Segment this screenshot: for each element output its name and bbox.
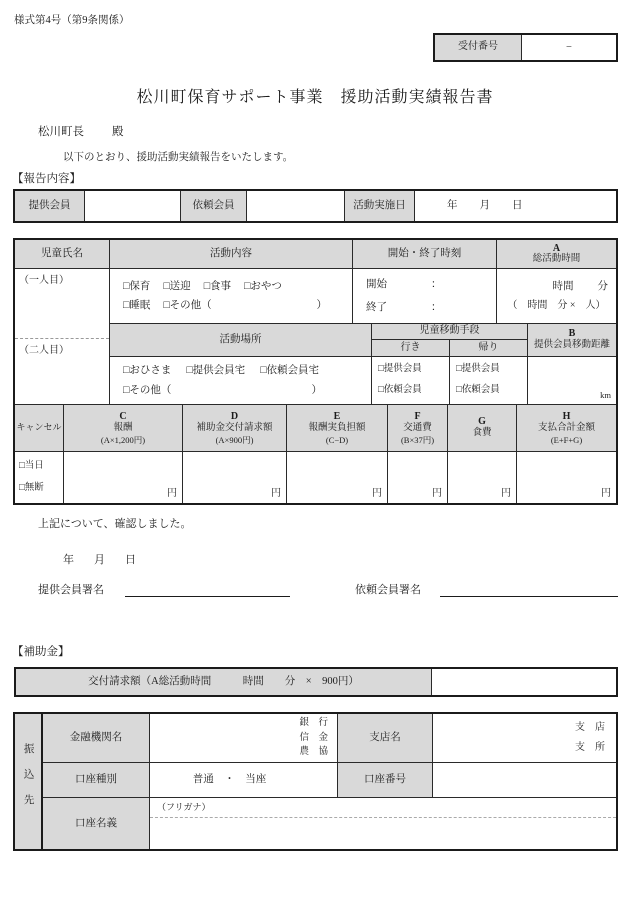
requester-signature-line[interactable] — [440, 595, 618, 597]
activity-content-header: 活動内容 — [110, 240, 353, 269]
intro-text: 以下のとおり、援助活動実績報告をいたします。 — [63, 152, 294, 163]
child1-label: （一人目） — [19, 275, 69, 286]
yen-unit: 円 — [501, 487, 511, 499]
cancel-cell — [15, 452, 64, 503]
day-label: 日 — [125, 554, 136, 566]
receipt-number-value[interactable]: − — [566, 41, 572, 53]
col-name: 補助金交付請求額 — [196, 423, 273, 434]
receipt-number-table — [433, 33, 618, 62]
col-name: 報酬 — [113, 423, 133, 434]
addressee: 松川町長 — [38, 126, 84, 138]
col-name: 食費 — [472, 428, 492, 439]
col-name: 報酬実負担額 — [308, 423, 366, 434]
provider-member-field[interactable] — [85, 191, 181, 221]
subsidy-claim-label: 交付請求額（A総活動時間 時間 分 × 900円） — [16, 669, 432, 695]
checkbox-provider-home[interactable]: □提供会員宅 — [186, 365, 246, 377]
km-unit: km — [600, 390, 611, 401]
form-code: 様式第4号（第9条関係） — [14, 15, 130, 26]
start-colon: ： — [431, 279, 442, 291]
per-person-formula: （ 時間 分 × 人） — [507, 299, 606, 311]
bank-type-nokyo: 農 協 — [299, 747, 328, 758]
checkbox-ohisama[interactable]: □おひさま — [123, 365, 172, 377]
checkbox-return-requester[interactable]: □依頼会員 — [456, 385, 500, 395]
hours-unit-label: 時間 — [552, 280, 574, 292]
requester-member-label: 依頼会員 — [181, 191, 247, 221]
col-letter: D — [230, 411, 239, 423]
cost-header-c — [64, 405, 183, 452]
child-name-header: 児童氏名 — [15, 240, 110, 269]
bank-type-shinkin: 信 金 — [299, 732, 328, 743]
total-time-header — [497, 240, 616, 269]
transport-go-header: 行き — [372, 340, 450, 357]
year-label: 年 — [63, 554, 74, 566]
transport-return-header: 帰り — [450, 340, 528, 357]
cost-header-d — [183, 405, 287, 452]
subsidy-section-heading: 【補助金】 — [12, 646, 70, 658]
yen-unit: 円 — [271, 487, 281, 499]
col-formula: (C−D) — [325, 434, 349, 445]
paren-close: ） — [311, 384, 322, 396]
col-letter: F — [414, 411, 421, 423]
account-type-field[interactable]: 普通 ・ 当座 — [150, 763, 338, 798]
cost-header-h — [517, 405, 616, 452]
col-letter: G — [478, 416, 486, 428]
branch-type-shiten: 支 店 — [575, 722, 605, 733]
child2-label: （二人目） — [19, 345, 69, 356]
provider-member-label: 提供会員 — [15, 191, 85, 221]
move-distance-header — [528, 324, 616, 357]
account-number-field[interactable] — [433, 763, 616, 798]
activity-content-cell — [110, 269, 353, 324]
bank-transfer-table — [13, 712, 618, 851]
furigana-label: （フリガナ） — [157, 802, 211, 812]
confirmation-text: 上記について、確認しました。 — [38, 518, 192, 530]
child-divider — [15, 338, 109, 339]
activity-place-header: 活動場所 — [110, 324, 372, 357]
yen-unit: 円 — [372, 487, 382, 499]
transport-return-cell — [450, 357, 528, 405]
start-end-time-cell[interactable] — [353, 269, 497, 324]
bank-type-bank: 銀 行 — [299, 718, 328, 729]
col-letter: C — [119, 411, 127, 423]
start-end-time-header: 開始・終了時刻 — [353, 240, 497, 269]
transfer-destination-label: 振込先 — [22, 743, 34, 820]
cancel-header: キャンセル — [15, 405, 64, 452]
col-formula: (E+F+G) — [550, 434, 583, 445]
amount-f-cell[interactable] — [388, 452, 448, 503]
transfer-destination-cell — [15, 714, 43, 849]
move-distance-cell[interactable] — [528, 357, 616, 405]
checkbox-cancel-sameday[interactable]: □当日 — [19, 460, 44, 471]
end-colon: ： — [431, 301, 442, 313]
checkbox-hoiku[interactable]: □保育 — [123, 280, 151, 292]
amount-e-cell[interactable] — [287, 452, 388, 503]
activity-date-label: 活動実施日 — [345, 191, 415, 221]
addressee-line — [38, 123, 124, 139]
amount-d-cell[interactable] — [183, 452, 287, 503]
checkbox-return-provider[interactable]: □提供会員 — [456, 364, 500, 375]
yen-unit: 円 — [601, 487, 611, 499]
subsidy-claim-amount-field[interactable] — [432, 669, 616, 695]
subsidy-table — [14, 667, 618, 697]
checkbox-shokuji[interactable]: □食事 — [203, 280, 232, 292]
col-letter: H — [562, 411, 571, 423]
total-time-letter: A — [552, 242, 561, 254]
end-label: 終了 — [366, 301, 387, 313]
account-type-label: 口座種別 — [43, 763, 150, 798]
move-distance-letter: B — [568, 328, 576, 340]
report-section-heading: 【報告内容】 — [12, 173, 81, 185]
receipt-number-label: 受付番号 — [435, 35, 522, 60]
start-label: 開始 — [366, 279, 387, 291]
checkbox-place-other[interactable]: □その他（ — [123, 384, 172, 396]
year-label: 年 — [447, 200, 458, 212]
month-label: 月 — [479, 200, 490, 212]
col-letter: E — [333, 411, 341, 423]
col-formula: (A×900円) — [215, 434, 254, 445]
cost-header-f — [388, 405, 448, 452]
account-holder-field[interactable] — [150, 798, 616, 849]
yen-unit: 円 — [167, 487, 177, 499]
requester-signature-label: 依頼会員署名 — [355, 584, 421, 596]
institution-name-label: 金融機関名 — [43, 714, 150, 763]
branch-name-field[interactable] — [433, 714, 616, 763]
checkbox-go-provider[interactable]: □提供会員 — [378, 364, 422, 375]
col-formula: (B×37円) — [400, 434, 435, 445]
checkbox-requester-home[interactable]: □依頼会員宅 — [260, 365, 320, 377]
report-summary-table — [13, 189, 618, 223]
furigana-divider — [150, 817, 616, 818]
checkbox-sonota[interactable]: □その他（ — [163, 300, 212, 311]
checkbox-go-requester[interactable]: □依頼会員 — [378, 385, 422, 395]
confirmation-date[interactable] — [63, 551, 136, 567]
account-holder-label: 口座名義 — [43, 798, 150, 849]
total-time-label: 総活動時間 — [532, 254, 581, 265]
branch-type-shisho: 支 所 — [575, 741, 605, 753]
amount-c-cell[interactable] — [64, 452, 183, 503]
checkbox-sougei[interactable]: □送迎 — [163, 280, 191, 292]
col-name: 支払合計金額 — [537, 423, 595, 434]
col-name: 交通費 — [403, 423, 432, 434]
honorific: 殿 — [112, 126, 124, 138]
institution-name-field[interactable] — [150, 714, 338, 763]
cost-header-g — [448, 405, 517, 452]
checkbox-suimin[interactable]: □睡眠 — [123, 300, 151, 311]
checkbox-oyatsu[interactable]: □おやつ — [244, 280, 282, 292]
provider-signature-label: 提供会員署名 — [38, 584, 104, 596]
yen-unit: 円 — [432, 487, 442, 499]
page-title: 松川町保育サポート事業 援助活動実績報告書 — [136, 89, 494, 106]
branch-name-label: 支店名 — [338, 714, 433, 763]
child-transport-header: 児童移動手段 — [372, 324, 528, 340]
checkbox-cancel-noshow[interactable]: □無断 — [19, 482, 44, 493]
requester-member-field[interactable] — [247, 191, 345, 221]
day-label: 日 — [512, 200, 523, 212]
account-number-label: 口座番号 — [338, 763, 433, 798]
cost-header-e — [287, 405, 388, 452]
move-distance-label: 提供会員移動距離 — [533, 340, 610, 351]
activity-place-cell — [110, 357, 372, 405]
month-label: 月 — [94, 554, 105, 566]
minutes-unit-label: 分 — [597, 280, 608, 292]
total-time-cell[interactable] — [497, 269, 616, 324]
activity-table — [13, 238, 618, 505]
activity-date-field[interactable] — [415, 191, 616, 221]
amount-g-cell[interactable] — [448, 452, 517, 503]
paren-close: ） — [316, 300, 327, 311]
child-name-cell[interactable] — [15, 269, 110, 405]
provider-signature-line[interactable] — [125, 595, 290, 597]
col-formula: (A×1,200円) — [100, 434, 146, 445]
amount-h-cell[interactable] — [517, 452, 616, 503]
transport-go-cell — [372, 357, 450, 405]
